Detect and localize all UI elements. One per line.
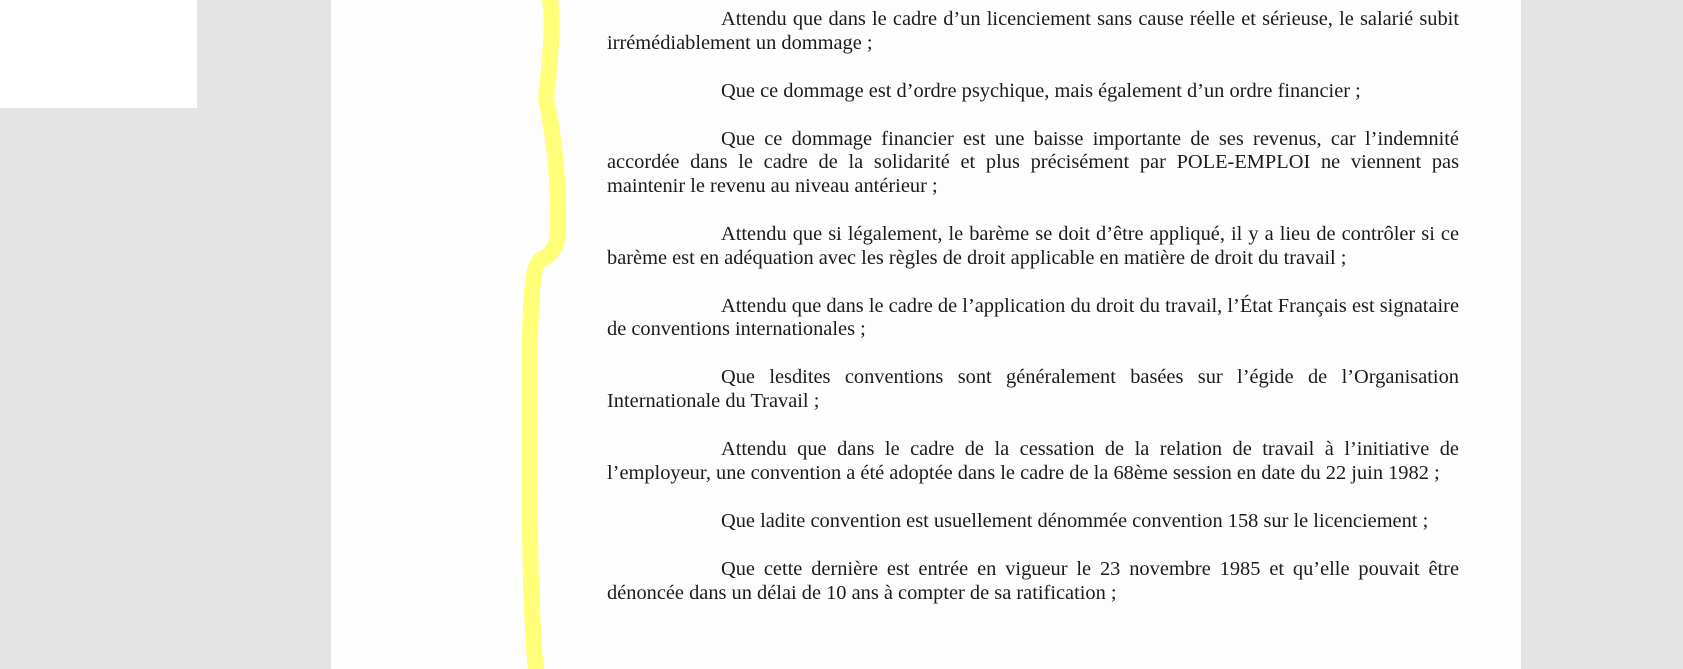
highlighter-stroke (530, 0, 558, 669)
paragraph: Que ce dommage est d’ordre psychique, mais également d’un ordre financier ; (721, 79, 1361, 102)
side-panel (0, 0, 197, 108)
paragraph: Que ladite convention est usuellement dénommée convention 158 sur le licenciement ; (721, 509, 1429, 532)
document-page[interactable] (331, 0, 1521, 669)
body-text (607, 8, 1459, 630)
paragraph: Attendu que dans le cadre de l’application du droit du travail, l’État Français est signataire de conventions internationales ; (607, 294, 1459, 341)
paragraph: Que lesdites conventions sont généralement basées sur l’égide de l’Organisation Internationale du Travail ; (607, 366, 1459, 413)
paragraph: Attendu que si légalement, le barème se doit d’être appliqué, il y a lieu de contrôler si ce barème est en adéquation avec les règles de droit applicable en matière de droit du travail ; (607, 223, 1459, 269)
paragraph: Attendu que dans le cadre de la cessation de la relation de travail à l’initiative de l’employeur, une convention a été adoptée dans le cadre de la 68ème session en date du 22 juin 1982 ; (607, 438, 1459, 484)
paragraph: Que cette dernière est entrée en vigueur le 23 novembre 1985 et qu’elle pouvait être dénoncée dans un délai de 10 ans à compter de sa ratification ; (607, 557, 1459, 604)
paragraph: Attendu que dans le cadre d’un licenciement sans cause réelle et sérieuse, le salarié subit irrémédiablement un dommage ; (607, 8, 1459, 54)
paragraph: Que ce dommage financier est une baisse importante de ses revenus, car l’indemnité accordée dans le cadre de la solidarité et plus précisément par POLE-EMPLOI ne viennent pas maintenir le revenu au niveau antérieur ; (607, 127, 1459, 197)
